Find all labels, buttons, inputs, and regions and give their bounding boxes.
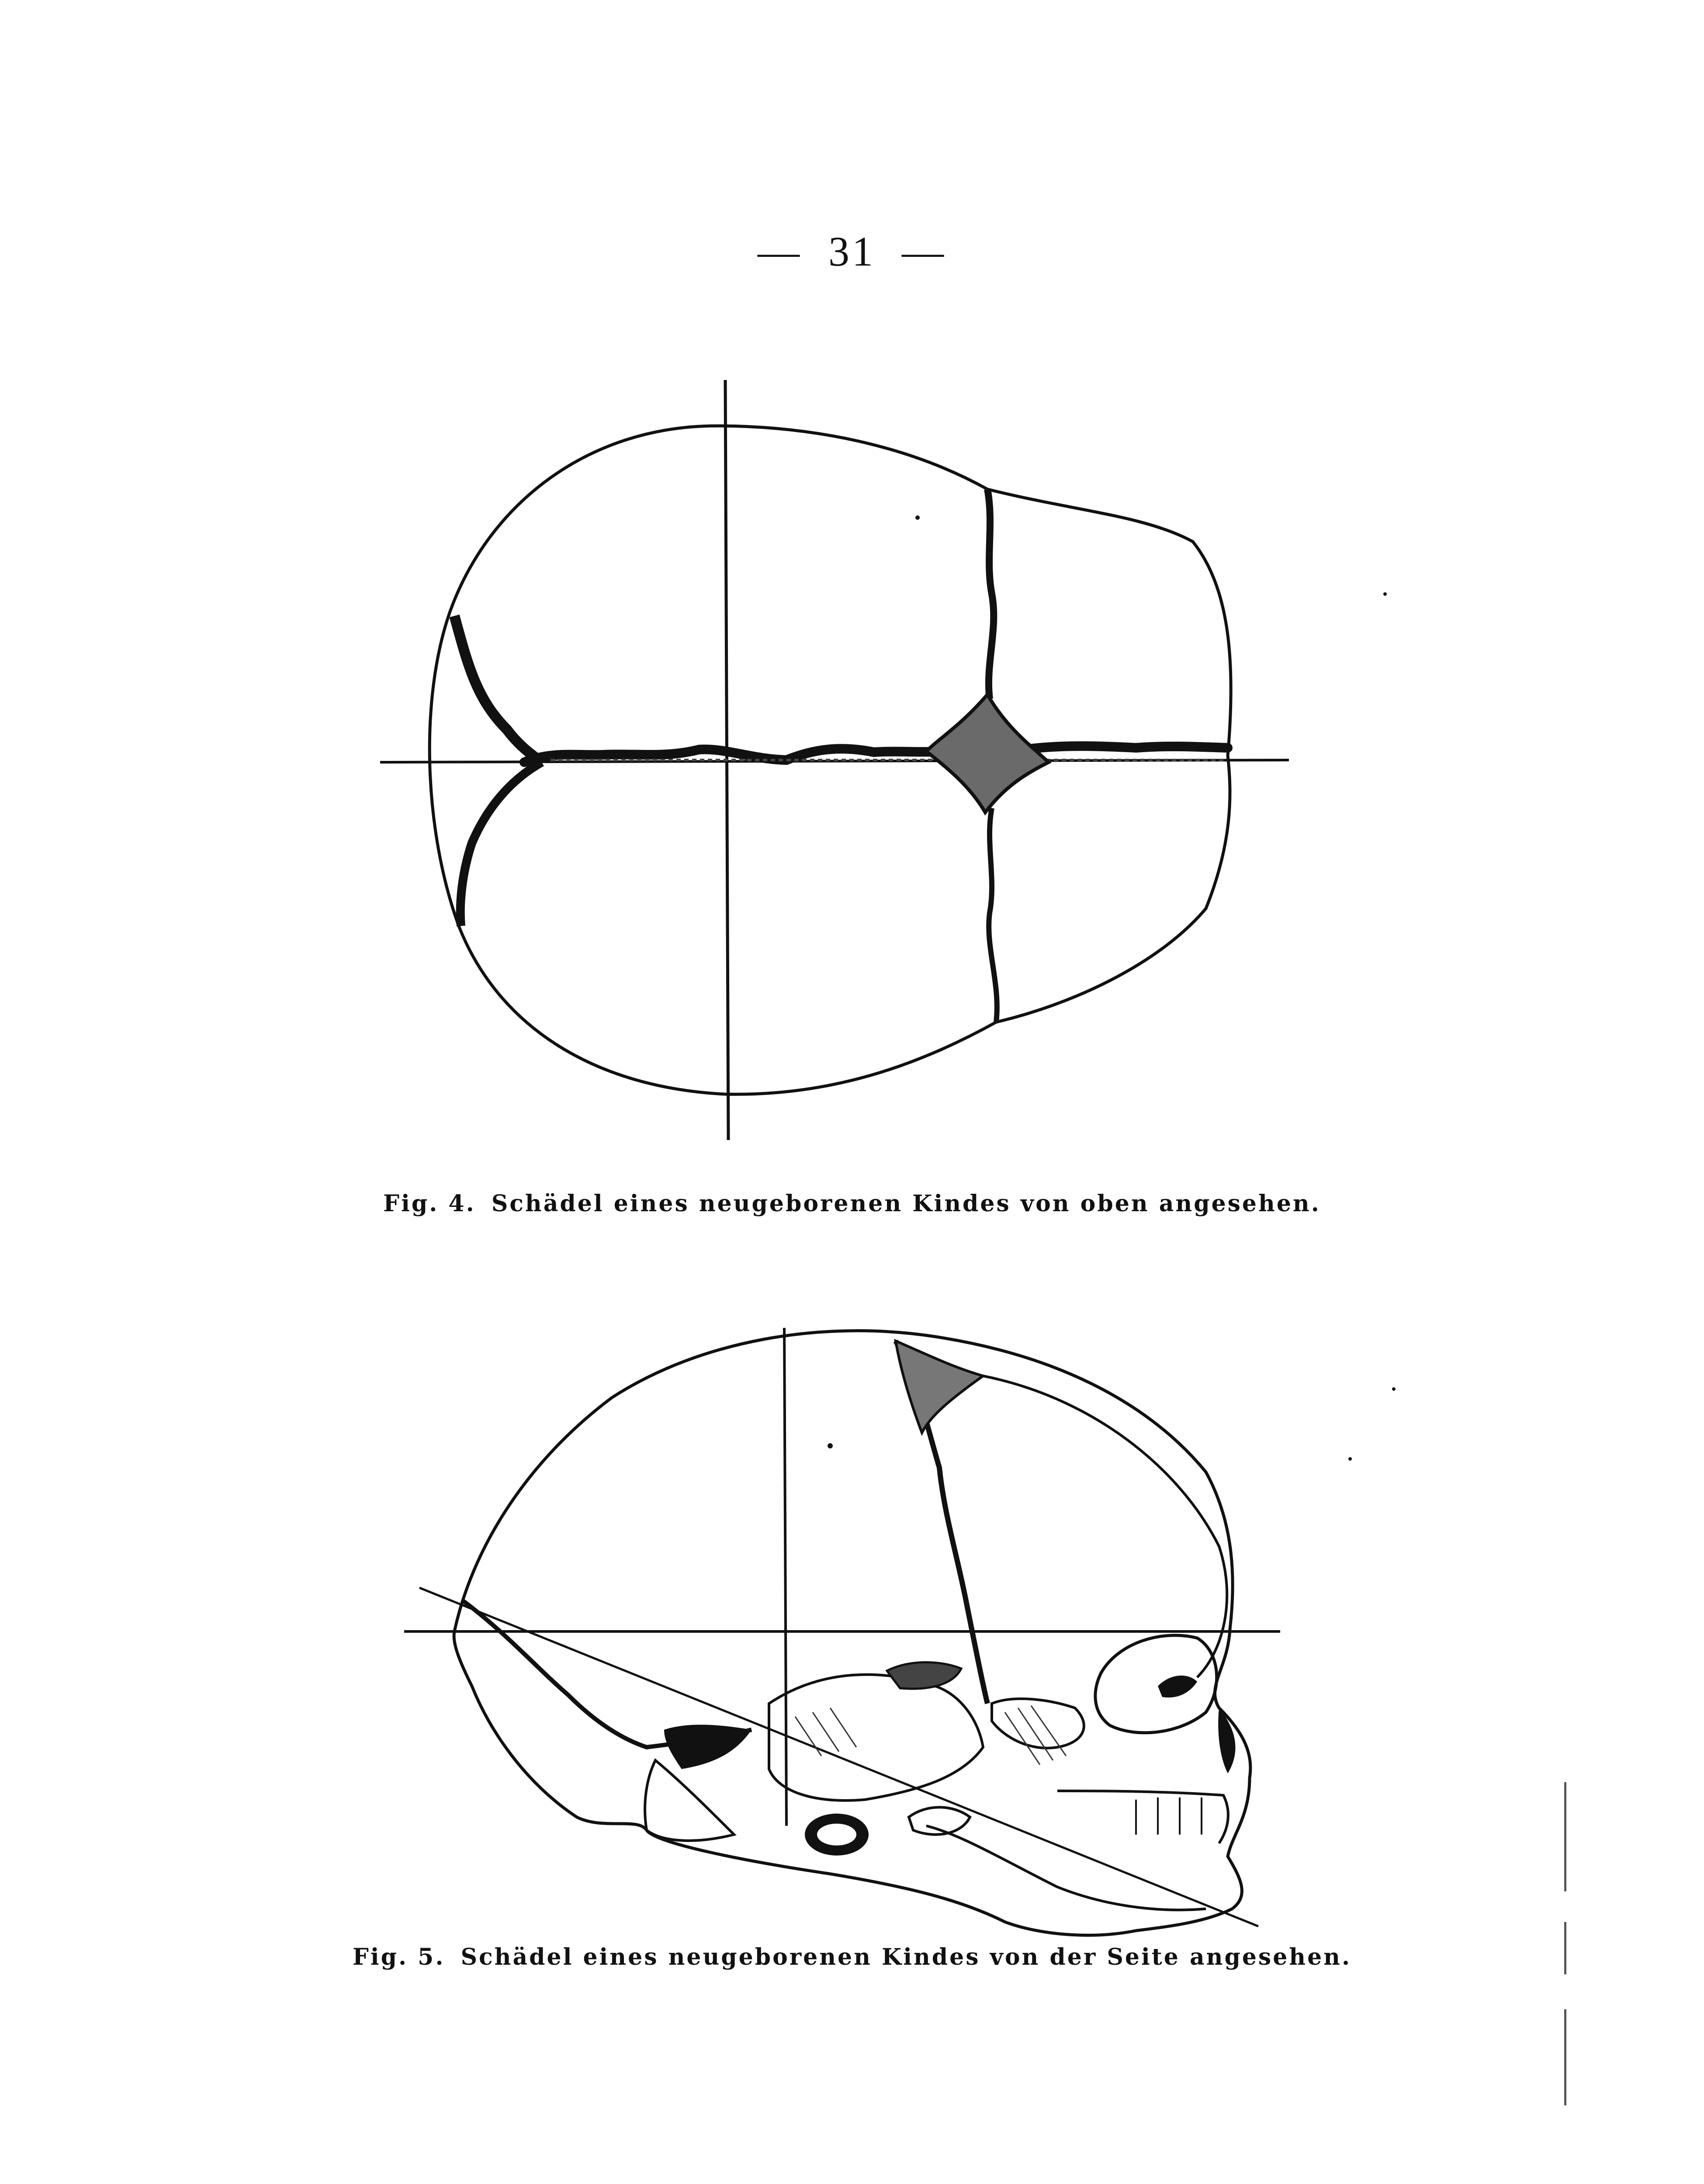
maxilla [1057,1791,1228,1843]
page-number-dash-left: — [758,228,802,275]
coronal-suture-upper [987,489,994,699]
stray-mark [1383,592,1387,596]
margin-rule [1564,1782,1566,1891]
margin-rule [1564,1922,1566,1974]
figure-5-caption-text: Schädel eines neugeborenen Kindes von der Seite angesehen. [461,1944,1352,1970]
sphenoid-fontanelle [887,1662,961,1689]
figure-5-label: Fig. 5. [352,1944,445,1970]
figure-4-caption-text: Schädel eines neugeborenen Kindes von oben angesehen. [491,1190,1321,1217]
anterior-fontanelle-side [896,1341,983,1433]
mandible [926,1826,1206,1910]
zygomatic-arch [992,1699,1084,1748]
vertical-axis-line [784,1328,786,1826]
occipital-bone [645,1760,734,1841]
orbit [1095,1635,1217,1733]
stray-mark [915,515,920,520]
page-number-dash-right: — [902,228,946,275]
stray-mark [828,1443,833,1448]
tooth-row [1136,1797,1202,1835]
anterior-fontanelle [926,695,1049,812]
mastoid-fontanelle [664,1724,752,1769]
figure-4-label: Fig. 4. [383,1190,476,1217]
stray-mark [1392,1387,1396,1391]
orbit-shadow [1158,1676,1197,1697]
lambdoid-suture-upper [454,616,542,762]
stray-mark [1348,1457,1352,1461]
lambdoid-suture-lower [461,762,542,926]
figure-5-caption [0,1944,1704,1970]
external-ear-opening-inner [817,1824,856,1845]
figure-5-skull-side-view [0,1267,1704,1987]
coronal-suture-lower [989,808,997,1022]
figure-4-caption [0,1190,1704,1217]
margin-rule [1564,2009,1566,2105]
temporal-bone [769,1675,983,1800]
page-number-value: 31 [828,228,876,275]
